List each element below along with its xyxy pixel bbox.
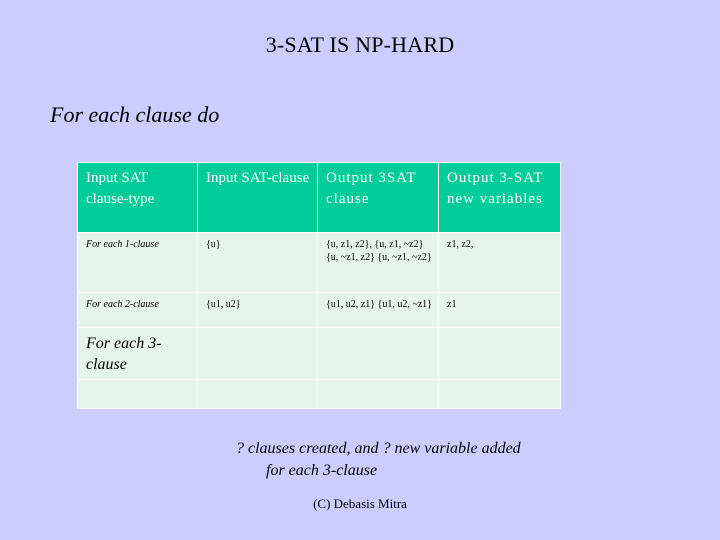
table-cell bbox=[318, 380, 439, 409]
table-cell: {u, z1, z2}, {u, z1, ~z2} {u, ~z1, z2} {u, ~z1, ~z2} bbox=[318, 233, 439, 293]
slide-footer: (C) Debasis Mitra bbox=[313, 496, 407, 511]
table-cell: z1, z2, bbox=[439, 233, 561, 293]
table-cell bbox=[198, 328, 318, 380]
header-cell: Input SAT clause-type bbox=[78, 163, 198, 233]
table-cell bbox=[198, 380, 318, 409]
table-cell: For each 3-clause bbox=[78, 328, 198, 380]
table-row bbox=[78, 233, 561, 293]
table-row bbox=[78, 328, 561, 380]
reduction-table bbox=[77, 162, 561, 409]
table-cell bbox=[78, 380, 198, 409]
table-header-row bbox=[78, 163, 561, 233]
table-cell: For each 1-clause bbox=[78, 233, 198, 293]
table-cell: z1 bbox=[439, 293, 561, 328]
table-row bbox=[78, 380, 561, 409]
table-cell: {u1, u2} bbox=[198, 293, 318, 328]
table-row bbox=[78, 293, 561, 328]
note-line-2: for each 3-clause bbox=[266, 462, 378, 479]
table-cell bbox=[439, 328, 561, 380]
table-cell bbox=[318, 328, 439, 380]
table-cell: For each 2-clause bbox=[78, 293, 198, 328]
slide-note bbox=[236, 438, 521, 482]
header-cell: Output 3SAT clause bbox=[318, 163, 439, 233]
header-cell: Input SAT-clause bbox=[198, 163, 318, 233]
table-cell: {u} bbox=[198, 233, 318, 293]
slide-subtitle: For each clause do bbox=[50, 102, 220, 127]
note-line-1: ? clauses created, and ? new variable added bbox=[236, 440, 521, 457]
table-cell: {u1, u2, z1} {u1, u2, ~z1} bbox=[318, 293, 439, 328]
header-cell: Output 3-SAT new variables bbox=[439, 163, 561, 233]
table-cell bbox=[439, 380, 561, 409]
slide-title: 3-SAT IS NP-HARD bbox=[265, 32, 455, 57]
